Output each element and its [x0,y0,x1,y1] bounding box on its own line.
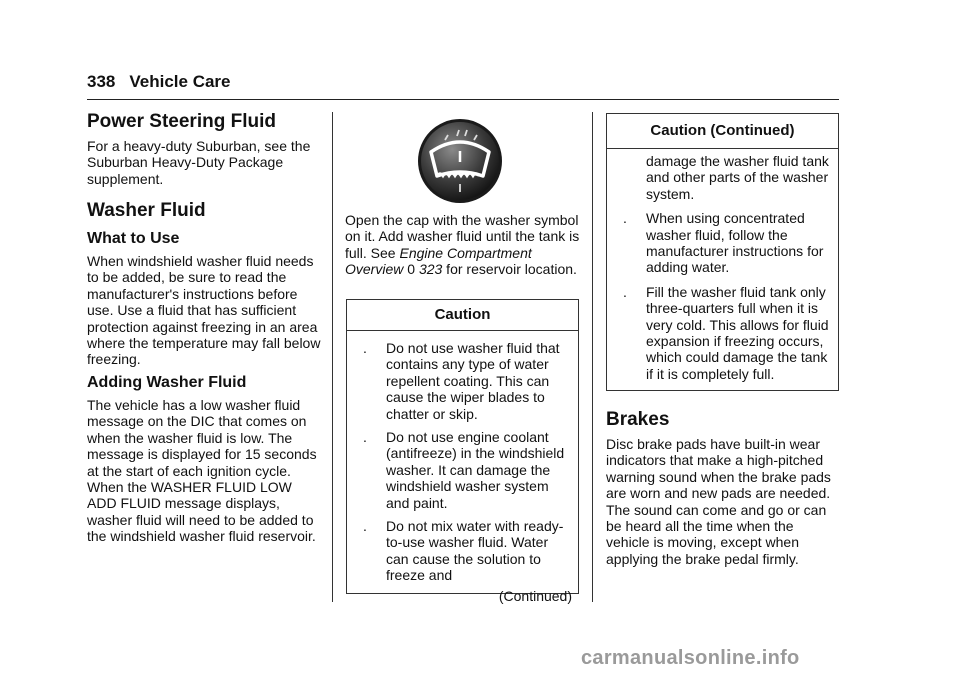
bullet: . [363,518,367,535]
bullet: . [623,283,627,300]
paragraph-what-to-use: When windshield washer fluid needs to be added, be sure to read the manufacturer's instructions before use. Use a fluid that has sufficient protection against freezing in an area where the temperature may fall below freezing. [87,253,321,368]
bullet: . [623,210,627,227]
caution-item [347,518,578,584]
caution-item-text: When using concentrated washer fluid, follow the manufacturer instructions for adding water. [646,210,824,276]
caution-item-text: Do not mix water with ready-to-use washer fluid. Water can cause the solution to freeze and [386,518,564,584]
paragraph-power-steering: For a heavy-duty Suburban, see the Suburban Heavy-Duty Package supplement. [87,138,311,187]
caution-continued-box [606,113,839,391]
engine-compartment-link[interactable]: Engine Compartment Overview [345,244,532,278]
heading-what-to-use: What to Use [87,230,180,247]
caution-item-text: Do not use engine coolant (antifreeze) in the windshield washer. It can damage the windshield washer system and paint. [386,429,565,511]
column-divider-right [592,112,593,602]
page-number: 338 [87,72,116,91]
caution-box [346,299,579,604]
heading-adding-washer-fluid: Adding Washer Fluid [87,374,247,391]
caution-item [607,284,838,382]
page-ref-number: 323 [418,261,443,278]
bullet: . [363,429,367,446]
heading-brakes: Brakes [606,409,670,430]
section-title: Vehicle Care [129,72,231,91]
caution-item [347,429,578,511]
caution-item [347,340,578,422]
caution-title: Caution [347,300,578,331]
continued-label: (Continued) [498,587,572,604]
page-header [87,72,231,92]
paragraph-brakes: Disc brake pads have built-in wear indicators that make a high-pitched warning sound when the brake pads are worn and new pads are needed. The sound can come and go or can be heard all the time when the vehicle is moving, except when applying the brake pedal firmly. [606,436,831,567]
page-ref-arrow: 0 [407,261,416,278]
caution-continued-text: damage the washer fluid tank and other parts of the washer system. [646,153,829,202]
caution-item-text: Do not use washer fluid that contains any type of water repellent coating. This can cause the wiper blades to chatter or skip. [386,340,560,422]
washer-fluid-symbol-icon [417,118,503,204]
heading-power-steering-fluid: Power Steering Fluid [87,111,276,132]
heading-washer-fluid: Washer Fluid [87,200,206,221]
paragraph-adding-washer-fluid: The vehicle has a low washer fluid message on the DIC that comes on when the washer fluid is low. The message is displayed for 15 seconds at the start of each ignition cycle. When the WASHER FLUID LOW ADD FLUID message displays, washer fluid will need to be added to the windshield washer fluid reservoir. [87,397,317,545]
caution-item [607,210,838,276]
column-divider-left [332,112,333,602]
caution-continued-title: Caution (Continued) [607,114,838,149]
header-rule [87,99,839,100]
bullet: . [363,340,367,356]
watermark: carmanualsonline.info [581,647,800,669]
paragraph-open-cap [345,212,580,278]
caution-item-text: Fill the washer fluid tank only three-quarters full when it is very cold. This allows for fluid expansion if freezing occurs, which could damage the tank if it is completely full. [646,283,829,382]
open-cap-text: Open the cap with the washer symbol on it. Add washer fluid until the tank is full. See [345,212,580,261]
reservoir-location-text: for reservoir location. [442,261,577,278]
